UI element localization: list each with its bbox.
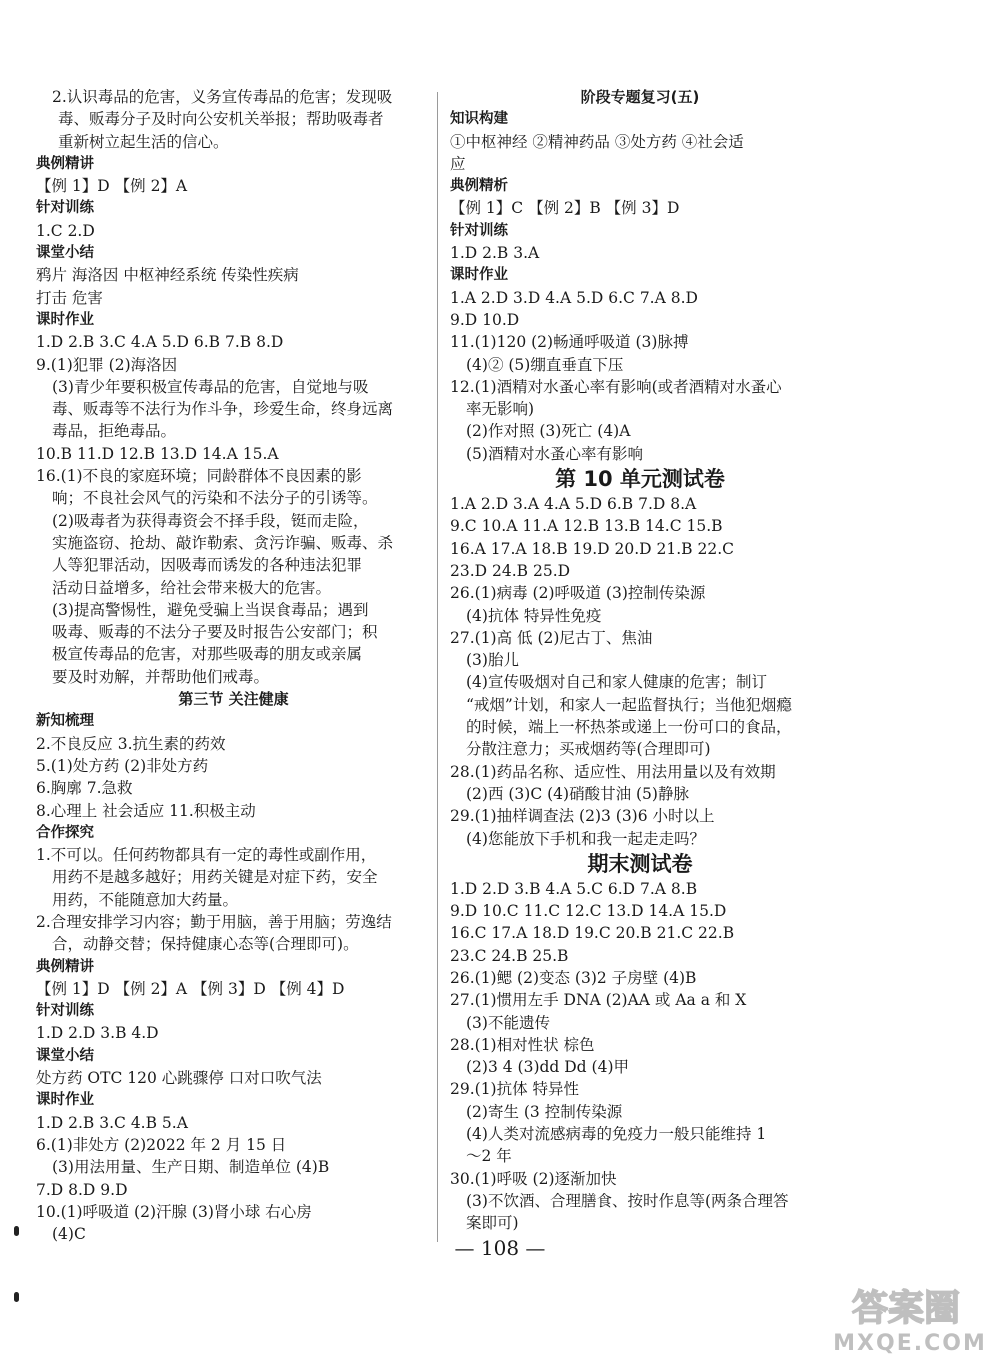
answer-line: (2)寄生 (3 控制传染源 bbox=[466, 1102, 623, 1121]
answer-line: (2)作对照 (3)死亡 (4)A bbox=[466, 422, 631, 441]
answer-line: 8.心理上 社会适应 11.积极主动 bbox=[36, 801, 256, 820]
answer-line: 1.D 2.B 3.C 4.A 5.D 6.B 7.B 8.D bbox=[36, 333, 284, 352]
answer-line: 12.(1)酒精对水蚤心率有影响(或者酒精对水蚤心 bbox=[450, 377, 782, 396]
section-heading: 针对训练 bbox=[450, 222, 508, 239]
answer-line: (2)西 (3)C (4)硝酸甘油 (5)静脉 bbox=[466, 784, 689, 803]
answer-line: 1.C 2.D bbox=[36, 221, 95, 240]
answer-line: 重新树立起生活的信心。 bbox=[58, 132, 229, 151]
answer-line: (2)吸毒者为获得毒资会不择手段，铤而走险， bbox=[52, 511, 369, 530]
section-title: 阶段专题复习(五) bbox=[580, 88, 700, 106]
section-heading: 合作探究 bbox=[36, 824, 94, 841]
answer-line: ①中枢神经 ②精神药品 ③处方药 ④社会适 bbox=[450, 132, 744, 151]
answer-line: (4)② (5)绷直垂直下压 bbox=[466, 355, 624, 374]
answer-line: (4)抗体 特异性免疫 bbox=[466, 606, 602, 625]
answer-line: 29.(1)抗体 特异性 bbox=[450, 1080, 580, 1099]
answer-line: (3)不能遗传 bbox=[466, 1013, 550, 1032]
answer-line: 分散注意力；买戒烟药等(合理即可) bbox=[466, 740, 711, 759]
answer-line: 毒、贩毒等不法行为作斗争，珍爱生命，终身远离 bbox=[52, 400, 394, 419]
section-heading: 新知梳理 bbox=[36, 713, 94, 730]
answer-line: 人等犯罪活动，因吸毒而诱发的各种违法犯罪 bbox=[52, 556, 363, 575]
answer-line: (3)用法用量、生产日期、制造单位 (4)B bbox=[52, 1158, 330, 1177]
section-heading: 典例精讲 bbox=[36, 958, 94, 975]
watermark-logo bbox=[818, 1280, 988, 1358]
section-heading: 课时作业 bbox=[36, 311, 94, 328]
answer-line: 1.D 2.D 3.B 4.A 5.C 6.D 7.A 8.B bbox=[450, 879, 698, 898]
answer-line: 实施盗窃、抢劫、敲诈勒索、贪污诈骗、贩毒、杀 bbox=[52, 533, 394, 552]
answer-line: 【例 1】D 【例 2】A 【例 3】D 【例 4】D bbox=[36, 979, 345, 998]
answer-line: 28.(1)相对性状 棕色 bbox=[450, 1035, 595, 1054]
scan-mark bbox=[14, 1292, 19, 1302]
answer-line: 处方药 OTC 120 心跳骤停 口对口吹气法 bbox=[36, 1069, 322, 1088]
answer-line: (2)3 4 (3)dd Dd (4)甲 bbox=[466, 1058, 629, 1077]
answer-line: 16.A 17.A 18.B 19.D 20.D 21.B 22.C bbox=[450, 539, 734, 558]
answer-line: 响；不良社会风气的污染和不法分子的引诱等。 bbox=[52, 489, 378, 508]
answer-line: 28.(1)药品名称、适应性、用法用量以及有效期 bbox=[450, 762, 776, 781]
section-heading: 知识构建 bbox=[450, 111, 508, 128]
answer-line: 1.D 2.D 3.B 4.D bbox=[36, 1024, 159, 1043]
answer-line: 合，动静交替；保持健康心态等(合理即可)。 bbox=[52, 935, 359, 954]
answer-line: 用药不是越多越好；用药关键是对症下药，安全 bbox=[52, 868, 378, 887]
answer-line: 2.合理安排学习内容；勤于用脑，善于用脑；劳逸结 bbox=[36, 912, 392, 931]
page-number: — 108 — bbox=[454, 1236, 546, 1260]
answer-line: “戒烟”计划，和家人一起监督执行；当他犯烟瘾 bbox=[466, 695, 792, 714]
section-heading: 课堂小结 bbox=[36, 1047, 94, 1064]
section-title: 第 10 单元测试卷 bbox=[555, 467, 725, 492]
answer-line: 极宣传毒品的危害，对那些吸毒的朋友或亲属 bbox=[52, 645, 363, 664]
section-heading: 典例精析 bbox=[450, 178, 508, 195]
answer-line: 用药，不能随意加大药量。 bbox=[52, 890, 239, 909]
section-heading: 课时作业 bbox=[450, 267, 508, 284]
answer-line: 1.A 2.D 3.A 4.A 5.D 6.B 7.D 8.A bbox=[450, 495, 697, 514]
section-heading: 针对训练 bbox=[36, 200, 94, 217]
answer-line: (3)不饮酒、合理膳食、按时作息等(两条合理答 bbox=[466, 1191, 789, 1210]
answer-line: 1.A 2.D 3.D 4.A 5.D 6.C 7.A 8.D bbox=[450, 288, 698, 307]
answer-line: 11.(1)120 (2)畅通呼吸道 (3)脉搏 bbox=[450, 333, 689, 352]
section-heading: 课时作业 bbox=[36, 1092, 94, 1109]
answer-line: 26.(1)鳃 (2)变态 (3)2 子房壁 (4)B bbox=[450, 968, 697, 987]
answer-line: 率无影响) bbox=[466, 400, 535, 419]
answer-line: 26.(1)病毒 (2)呼吸道 (3)控制传染源 bbox=[450, 584, 706, 603]
answer-line: 2.认识毒品的危害，义务宣传毒品的危害；发现吸 bbox=[52, 88, 393, 106]
answer-line: 23.C 24.B 25.B bbox=[450, 946, 569, 965]
answer-line: 案即可) bbox=[466, 1214, 519, 1233]
answer-line: (3)青少年要积极宣传毒品的危害，自觉地与吸 bbox=[52, 377, 369, 396]
answer-line: 16.C 17.A 18.D 19.C 20.B 21.C 22.B bbox=[450, 924, 735, 943]
answer-line: 9.D 10.D bbox=[450, 310, 520, 329]
section-heading: 课堂小结 bbox=[36, 245, 94, 262]
answer-line: 10.B 11.D 12.B 13.D 14.A 15.A bbox=[36, 444, 279, 463]
section-title: 期末测试卷 bbox=[587, 851, 693, 876]
answer-line: 9.D 10.C 11.C 12.C 13.D 14.A 15.D bbox=[450, 902, 727, 921]
answer-line: 10.(1)呼吸道 (2)汗腺 (3)肾小球 右心房 bbox=[36, 1202, 312, 1221]
answer-line: 2.不良反应 3.抗生素的药效 bbox=[36, 734, 226, 753]
answer-line: 应 bbox=[450, 154, 466, 173]
answer-line: 鸦片 海洛因 中枢神经系统 传染性疾病 bbox=[36, 266, 299, 285]
section-heading: 针对训练 bbox=[36, 1003, 94, 1020]
scan-mark bbox=[14, 1226, 19, 1236]
answer-line: 16.(1)不良的家庭环境；同龄群体不良因素的影 bbox=[36, 467, 362, 486]
answer-line: 27.(1)惯用左手 DNA (2)AA 或 Aa a 和 X bbox=[450, 991, 747, 1010]
answer-line: 吸毒、贩毒的不法分子要及时报告公安部门；积 bbox=[52, 623, 378, 642]
answer-line: 的时候，端上一杯热茶或递上一份可口的食品， bbox=[466, 718, 792, 737]
answer-line: 毒、贩毒分子及时向公安机关举报；帮助吸毒者 bbox=[58, 110, 384, 129]
answer-line: 1.不可以。任何药物都具有一定的毒性或副作用， bbox=[36, 846, 377, 865]
answer-line: 6.胸廓 7.急救 bbox=[36, 779, 133, 798]
answer-line: (5)酒精对水蚤心率有影响 bbox=[466, 444, 643, 463]
column-divider bbox=[437, 92, 438, 1242]
section-heading: 典例精讲 bbox=[36, 155, 94, 172]
answer-line: 要及时劝解，并帮助他们戒毒。 bbox=[52, 667, 270, 686]
answer-line: 6.(1)非处方 (2)2022 年 2 月 15 日 bbox=[36, 1135, 287, 1154]
answer-line: 活动日益增多，给社会带来极大的危害。 bbox=[52, 578, 332, 597]
answer-line: 30.(1)呼吸 (2)逐渐加快 bbox=[450, 1169, 617, 1188]
answer-line: 1.D 2.B 3.C 4.B 5.A bbox=[36, 1113, 188, 1132]
answer-line: ～2 年 bbox=[466, 1147, 512, 1166]
left-column bbox=[36, 86, 431, 1245]
answer-line: 打击 危害 bbox=[36, 288, 103, 307]
answer-line: (3)提高警惕性，避免受骗上当误食毒品；遇到 bbox=[52, 600, 369, 619]
answer-line: 23.D 24.B 25.D bbox=[450, 561, 571, 580]
answer-line: 9.C 10.A 11.A 12.B 13.B 14.C 15.B bbox=[450, 517, 723, 536]
answer-line: 1.D 2.B 3.A bbox=[450, 244, 540, 263]
watermark-url: MXQE.COM bbox=[833, 1331, 987, 1356]
answer-line: 【例 1】D 【例 2】A bbox=[36, 177, 188, 196]
answer-line: 27.(1)高 低 (2)尼古丁、焦油 bbox=[450, 628, 653, 647]
answer-line: 【例 1】C 【例 2】B 【例 3】D bbox=[450, 199, 680, 218]
answer-line: 5.(1)处方药 (2)非处方药 bbox=[36, 756, 209, 775]
answer-line: (4)C bbox=[52, 1225, 86, 1244]
answer-line: (3)胎儿 bbox=[466, 651, 519, 670]
answer-line: (4)您能放下手机和我一起走走吗？ bbox=[466, 829, 705, 848]
answer-line: 7.D 8.D 9.D bbox=[36, 1180, 128, 1199]
answer-line: (4)宣传吸烟对自己和家人健康的危害；制订 bbox=[466, 673, 767, 692]
right-column bbox=[450, 86, 830, 1235]
answer-line: 9.(1)犯罪 (2)海洛因 bbox=[36, 355, 178, 374]
answer-line: 毒品，拒绝毒品。 bbox=[52, 422, 177, 441]
section-title: 第三节 关注健康 bbox=[178, 690, 289, 709]
answer-line: (4)人类对流感病毒的免疫力一般只能维持 1 bbox=[466, 1125, 767, 1144]
watermark-text: 答案圈 bbox=[851, 1288, 961, 1329]
answer-line: 29.(1)抽样调查法 (2)3 (3)6 小时以上 bbox=[450, 807, 715, 826]
